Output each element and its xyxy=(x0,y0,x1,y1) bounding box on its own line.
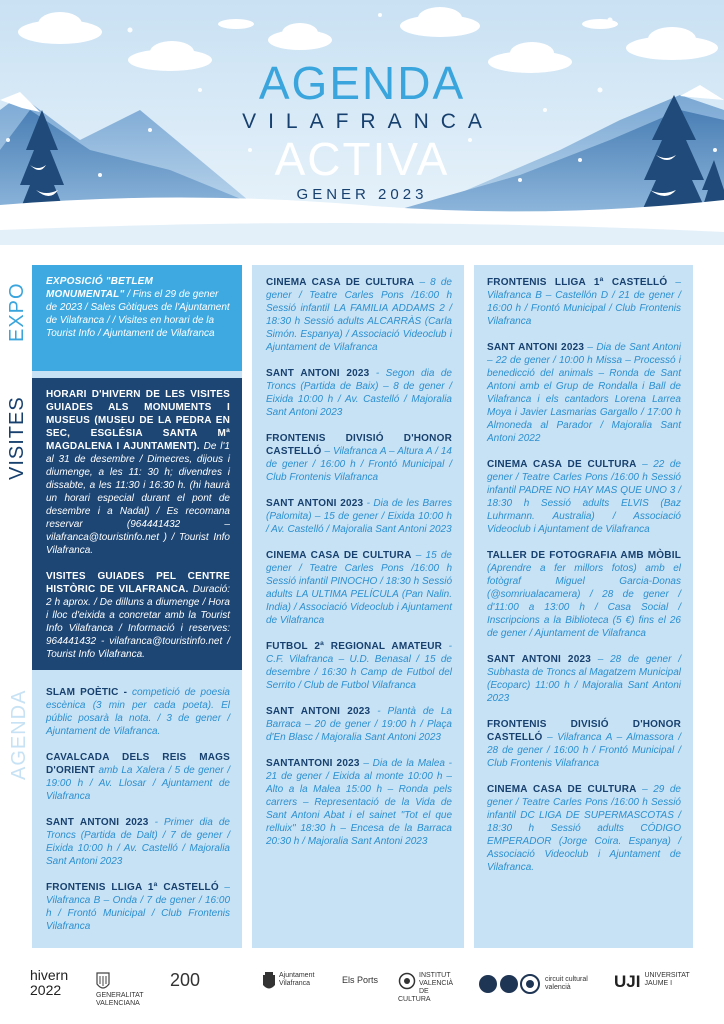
expo-panel xyxy=(32,265,242,371)
event-detail: - Primer dia de Troncs (Partida de Dalt) / 7 de gener / Eixida 10:00 h / Av. Castelló / Majoralia Sant Antoni 2023 xyxy=(46,817,230,867)
event-entry xyxy=(266,640,452,692)
event-title: FRONTENIS DIVISIÓ D'HONOR CASTELLÓ xyxy=(487,719,681,743)
agenda-column-3 xyxy=(474,276,693,874)
event-entry xyxy=(487,458,681,536)
expo-detail: / Fins el 29 de gener de 2023 / Sales Gòtiques de l'Ajuntament de Vilafranca / / Visites en horari de la Tourist Info / Ajuntament de Vilafranca xyxy=(46,289,230,339)
event-title: SLAM POÈTIC - xyxy=(46,687,128,698)
header-banner xyxy=(0,0,724,245)
event-detail: – Vilafranca B – Onda / 7 de gener / 16:00 h / Frontó Municipal / Club Frontenis Vilafranca xyxy=(46,882,230,932)
mancomunitat-logo xyxy=(342,976,378,986)
event-entry xyxy=(487,276,681,328)
event-entry xyxy=(266,276,452,354)
ivc-circle-icon xyxy=(398,972,416,990)
event-title: SANT ANTONI 2023 xyxy=(266,368,370,379)
event-title: CINEMA CASA DE CULTURA xyxy=(487,459,637,470)
title-block xyxy=(0,57,724,206)
uji-logo xyxy=(614,972,704,992)
event-title: FRONTENIS DIVISIÓ D'HONOR CASTELLÓ xyxy=(266,433,452,457)
event-entry xyxy=(487,341,681,445)
event-detail: – Vilafranca A – Altura A / 14 de gener / 16:00 h / Frontó Municipal / Club Frontenis Vilafranca xyxy=(266,446,452,483)
event-title: SANTANTONI 2023 xyxy=(266,758,360,769)
expo-title: EXPOSICIÓ "BETLEM MONUMENTAL" xyxy=(46,276,154,300)
event-detail: – Dia de Sant Antoni – 22 de gener / 10:00 h Missa – Processó i benedicció del animals – Ronda de Sant Antoni amb el Grup de Rondalla i Ball de Vilafranca i els cantadors Lorena Larrea Moya i Javier Lasmarias Gargallo / 17:00 h Almoneda al Parador / Majoralia Sant Antoni 2022 xyxy=(487,342,681,444)
ajuntament-shield-icon xyxy=(262,972,276,992)
anniversary-text: 200 xyxy=(170,970,201,990)
event-entry xyxy=(266,497,452,536)
uji-text: UNIVERSITAT JAUME I xyxy=(644,972,690,987)
event-detail: – 22 de gener / Teatre Carles Pons /16:00 h Sessió infantil PADRE NO HAY MAS QUE UNO 3 / 18:30 h Sessió adults ELVIS (Baz Luhrmann. Australia) / Associació Videoclub i Ajuntament de Vilafranca xyxy=(487,459,681,535)
event-entry xyxy=(487,653,681,705)
visites-panel xyxy=(32,378,242,670)
agenda-column-2 xyxy=(252,276,464,848)
visites-title: VISITES GUIADES PEL CENTRE HISTÒRIC DE VILAFRANCA. xyxy=(46,571,230,595)
title-activa: ACTIVA xyxy=(274,133,450,185)
event-entry xyxy=(487,549,681,640)
event-detail: - Segon dia de Troncs (Partida de Baix) – 8 de gener / Eixida 10:00 h / Av. Castelló / Majoralia Sant Antoni 2023 xyxy=(266,368,452,418)
mancomunitat-text: Els Ports xyxy=(342,975,379,985)
event-entry xyxy=(46,686,230,738)
event-detail: – 29 de gener / Teatre Carles Pons /16:00 h Sessió infantil DC LIGA DE SUPERMASCOTAS / 18:30 h Sessió adults CÓDIGO EMPERADOR (Jorge Coira. Espanya) / Associació Videoclub i Ajuntament de Vilafranca. xyxy=(487,784,681,873)
hivern-year: 2022 xyxy=(30,982,62,998)
visites-title: HORARI D'HIVERN DE LES VISITES GUIADES ALS MONUMENTS I MUSEUS (MUSEU DE LA PEDRA EN SEC, ESGLÉSIA SANTA Mª MAGDALENA I AJUNTAMENT). xyxy=(46,389,230,452)
event-detail: – Vilafranca A – Almassora / 28 de gener / 16:00 h / Frontó Municipal / Club Frontenis Vilafranca xyxy=(487,732,681,769)
ivc-logo xyxy=(398,972,460,1004)
circuit-logo xyxy=(478,974,598,994)
event-entry xyxy=(266,367,452,419)
event-title: SANT ANTONI 2023 xyxy=(487,654,591,665)
event-entry xyxy=(266,432,452,484)
visites-detail: Duració: 2 h aprox. / De dilluns a diumenge / Hora i lloc d'eixida a concretar amb la Tourist Info Vilafranca / Informació i reserves: 964441432 - vilafranca@touristinfo.net / Tourist Info Vilafranca. xyxy=(46,584,231,660)
event-title: CINEMA CASA DE CULTURA xyxy=(487,784,637,795)
event-detail: - C.F. Vilafranca – U.D. Benasal / 15 de desembre / 16:30 h Camp de Futbol del Serrito / Club de Futbol Vilafranca xyxy=(266,641,452,691)
subtitle-month: GENER 2023 xyxy=(296,186,428,203)
footer-logos xyxy=(0,962,724,1024)
event-entry xyxy=(266,757,452,848)
event-title: FRONTENIS LLIGA 1ª CASTELLÓ xyxy=(46,882,219,893)
event-entry xyxy=(46,751,230,803)
event-detail: – 15 de gener / Teatre Carles Pons /16:00 h Sessió infantil PINOCHO / 18:30 h Sessió adults LA ULTIMA PELÍCULA (Pan Nalin. India) / Associació Videoclub i Ajuntament de Vilafranca xyxy=(266,550,452,626)
generalitat-text: GENERALITAT VALENCIANA xyxy=(96,992,144,1007)
event-title: CAVALCADA DELS REIS MAGS D'ORIENT xyxy=(46,752,230,776)
visites-entry xyxy=(46,388,230,557)
event-detail: competició de poesia escènica (3 min per cada poeta). El públic posarà la nota. / 3 de gener / Ajuntament de Vilafranca. xyxy=(46,687,230,737)
ajuntament-logo xyxy=(262,972,326,992)
event-detail: amb La Xalera / 5 de gener / 19:00 h / Av. Llosar / Ajuntament de Vilafranca xyxy=(46,765,230,802)
visites-detail: De l'1 al 31 de desembre / Dimecres, dijous i diumenge, a les 11: 30 h; divendres i dissabte, a les 11:30 i 16:30 h. (hi haurà un horari especial durant el pont de desembre i a Nadal) / Es recomana reservar (964441432 – vilafranca@touristinfo.net ) / Tourist Info Vilafranca. xyxy=(46,441,230,556)
event-detail: - Dia de les Barres (Palomita) – 15 de gener / Eixida 10:00 h / Av. Castelló / Majoralia Sant Antoni 2023 xyxy=(266,498,452,535)
event-detail: – 8 de gener / Teatre Carles Pons /16:00 h Sessió infantil LA FAMILIA ADDAMS 2 / 18:30 h Sessió adults ALCARRÀS (Carla Simón. Espanya) / Associació Videoclub i Ajuntament de Vilafranca xyxy=(266,277,452,353)
expo-entry xyxy=(46,275,230,340)
event-entry xyxy=(487,783,681,874)
event-title: SANT ANTONI 2023 xyxy=(487,342,585,353)
event-title: CINEMA CASA DE CULTURA xyxy=(266,550,412,561)
event-detail: (Aprendre a fer millors fotos) amb el fotògraf Miguel Garcia-Donas (@somriualacamera) / 28 de gener / d'11:00 a 13:00 h / Casa Social / Inscripcions a la Biblioteca (5 €) fins el 26 de gener / Ajuntament de Vilafranca xyxy=(487,563,681,639)
event-title: CINEMA CASA DE CULTURA xyxy=(266,277,415,288)
ajuntament-text: Ajuntament Vilafranca xyxy=(279,972,315,987)
visites-entry xyxy=(46,570,230,661)
event-title: SANT ANTONI 2023 xyxy=(266,498,364,509)
event-title: SANT ANTONI 2023 xyxy=(46,817,149,828)
generalitat-logo xyxy=(96,972,154,1008)
event-detail: - Plantà de La Barraca – 20 de gener / 19:00 h / Plaça d'En Blasc / Majoralia Sant Antoni 2023 xyxy=(266,706,452,743)
event-detail: – Dia de la Malea - 21 de gener / Eixida al monte 10:00 h – Alto a la Malea 15:00 h – Ronda pels carrers – Representació de la Vida de Sant Antoni Abat i el sainet "Tot el que relluix" 18:30 h – Encesa de la Barraca 20:30 h / Majoralia Sant Antoni 2023 xyxy=(266,758,452,847)
event-title: FUTBOL 2ª REGIONAL AMATEUR xyxy=(266,641,443,652)
anniversary-logo xyxy=(170,970,200,990)
event-detail: – Vilafranca B – Castellón D / 21 de gener / 16:00 h / Frontó Municipal / Club Frontenis Vilafranca xyxy=(487,277,681,327)
hivern-logo xyxy=(30,968,68,998)
side-label-visites: VISITES xyxy=(6,396,28,480)
circuit-text: circuit cultural valencià xyxy=(545,976,588,991)
side-label-agenda: AGENDA xyxy=(8,689,30,780)
event-entry xyxy=(266,705,452,744)
agenda-column-1 xyxy=(32,686,242,933)
event-detail: – 28 de gener / Subhasta de Troncs al Magatzem Municipal (Ecoparc) 11:00 h / Majoralia Sant Antoni 2023 xyxy=(487,654,681,704)
event-title: FRONTENIS LLIGA 1ª CASTELLÓ xyxy=(487,277,668,288)
side-label-expo: EXPO xyxy=(6,282,28,342)
hivern-text: hivern xyxy=(30,967,69,983)
uji-mark: UJI xyxy=(614,972,641,991)
ivc-text: INSTITUT VALENCIÀ DE CULTURA xyxy=(398,972,454,1003)
event-title: SANT ANTONI 2023 xyxy=(266,706,371,717)
event-entry xyxy=(266,549,452,627)
circuit-circles-icon xyxy=(478,974,542,994)
title-agenda: AGENDA xyxy=(258,57,466,109)
event-entry xyxy=(46,881,230,933)
event-title: TALLER DE FOTOGRAFIA AMB MÒBIL xyxy=(487,550,681,561)
event-entry xyxy=(487,718,681,770)
title-vilafranca: VILAFRANCA xyxy=(242,110,494,133)
generalitat-shield-icon xyxy=(96,972,110,992)
event-entry xyxy=(46,816,230,868)
